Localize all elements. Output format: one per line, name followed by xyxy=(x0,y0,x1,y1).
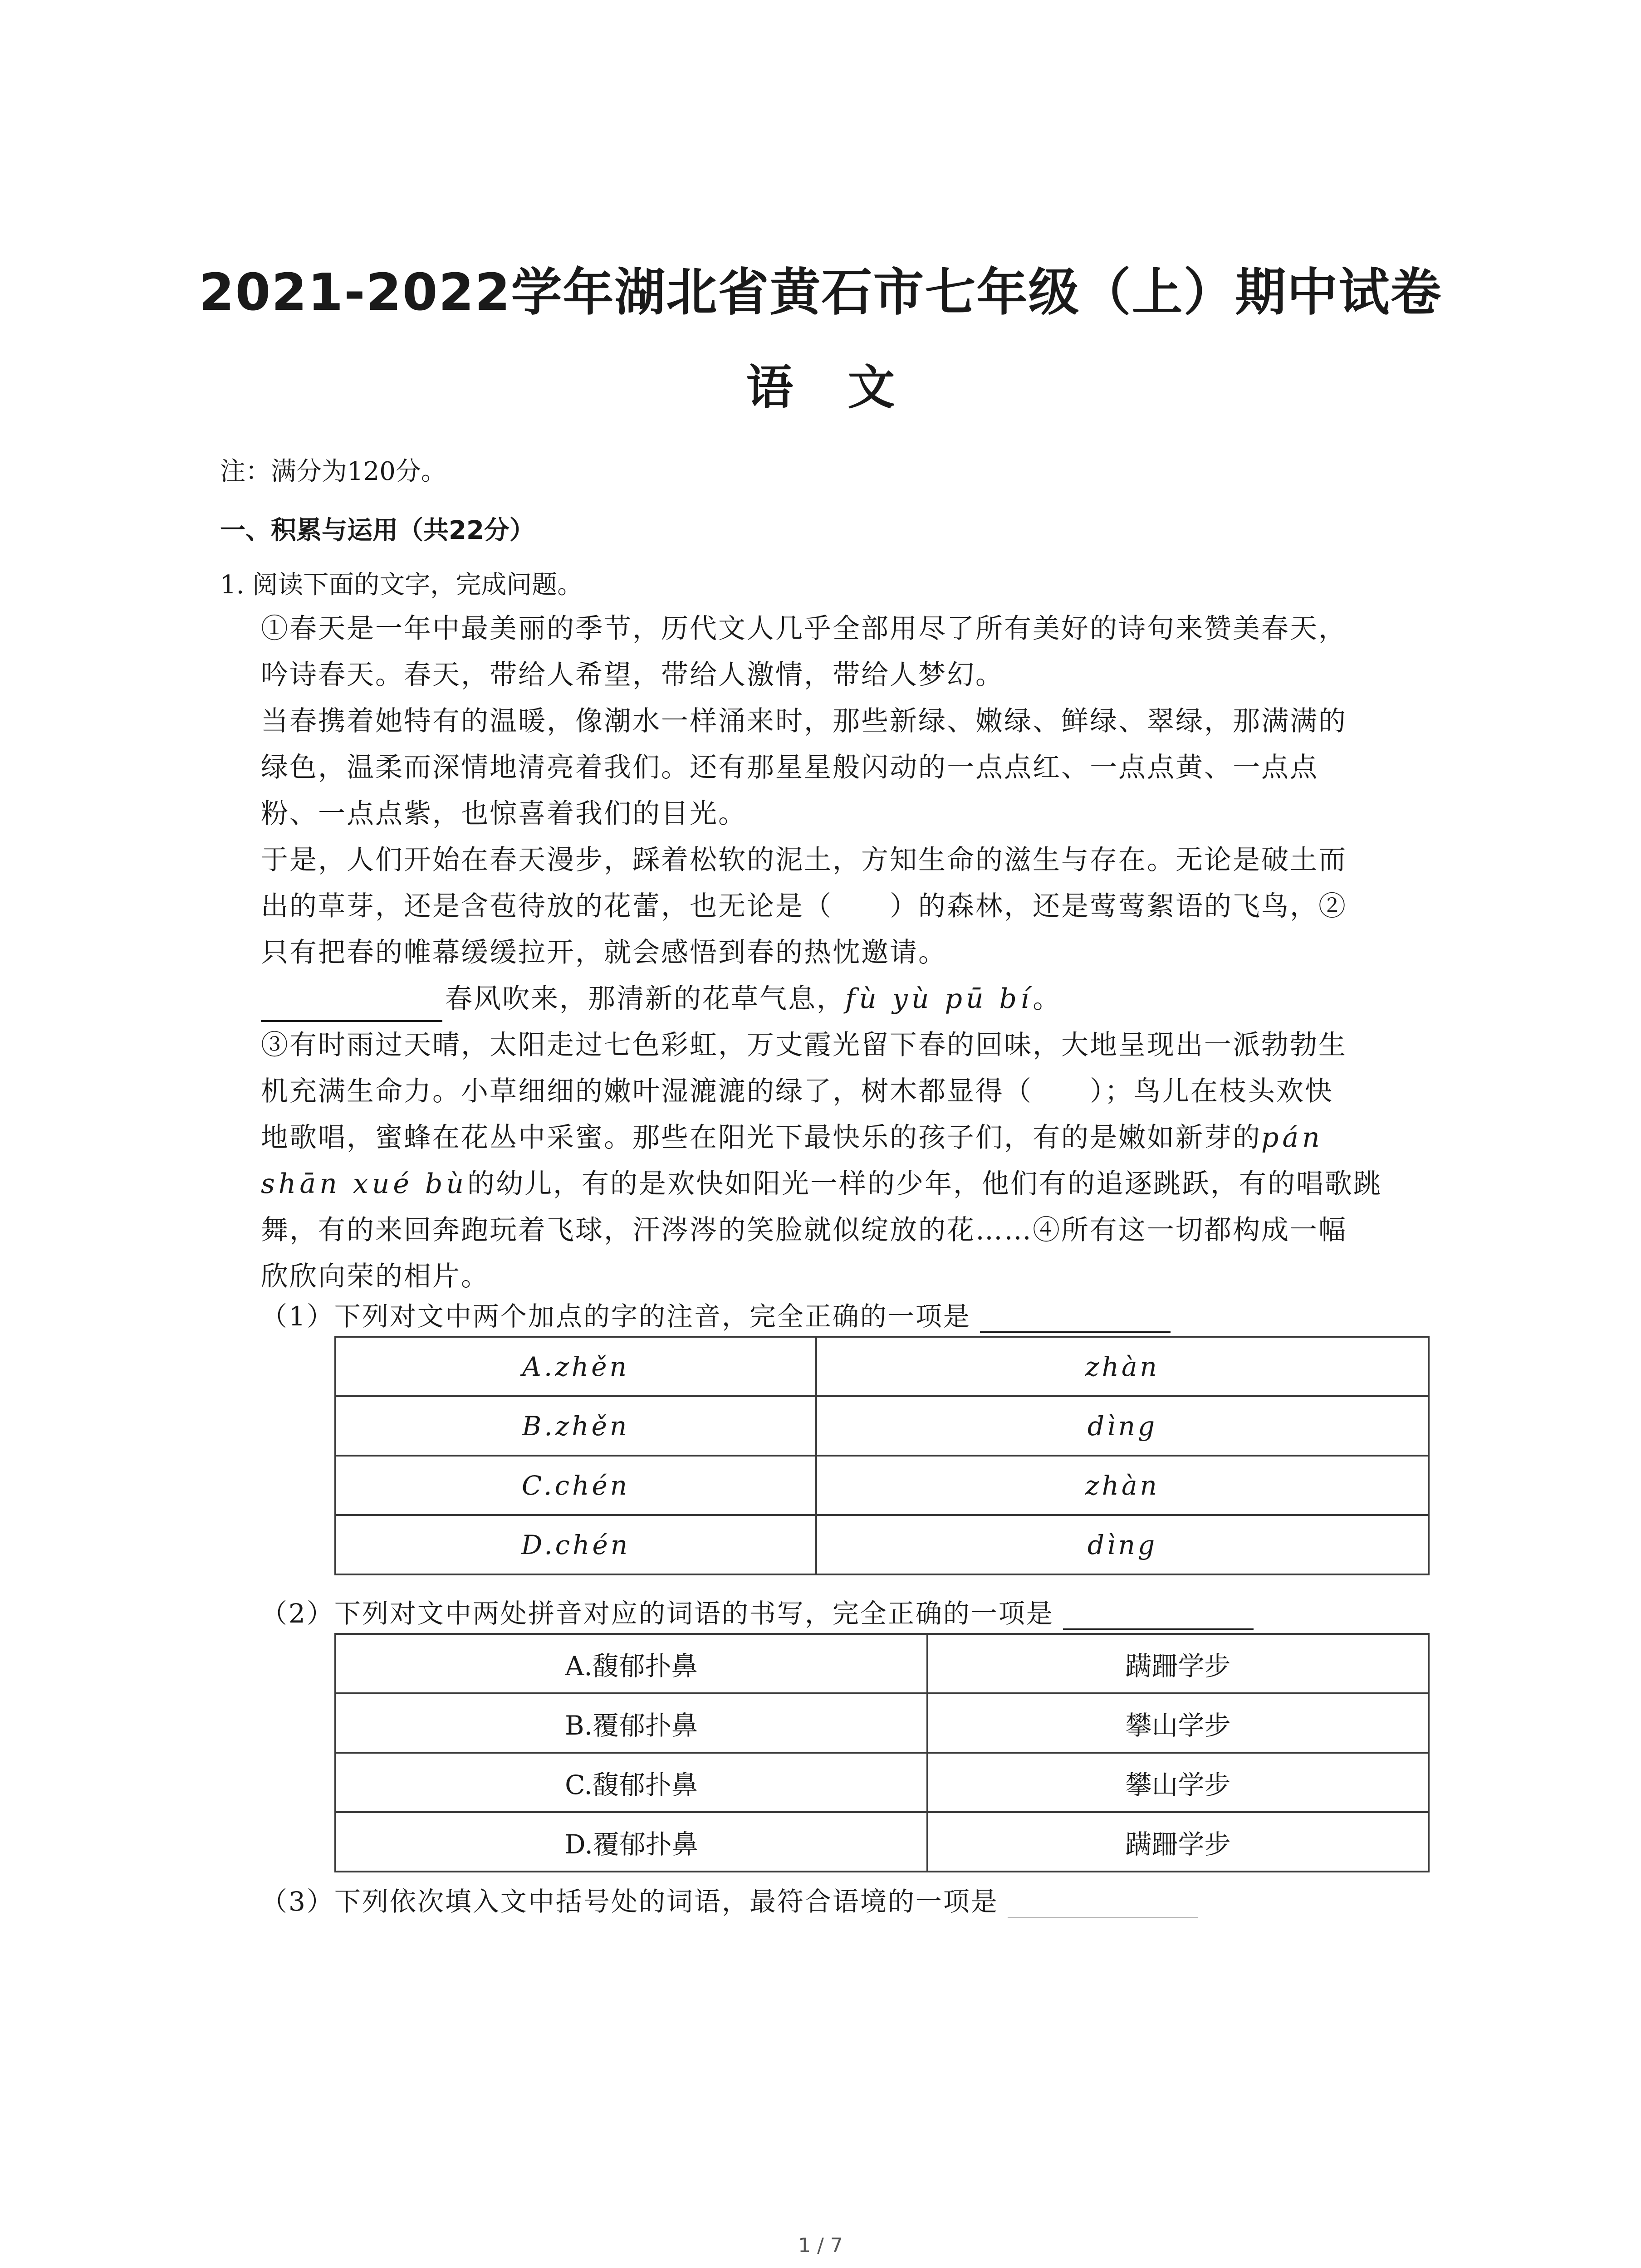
option-cell: zhàn xyxy=(816,1337,1429,1396)
option-row[interactable] xyxy=(335,1753,1429,1812)
sub-question-1: （1）下列对文中两个加点的字的注音，完全正确的一项是 xyxy=(261,1295,1171,1333)
question-1-prompt: 1. 阅读下面的文字，完成问题。 xyxy=(220,570,583,600)
section-heading: 一、积累与运用（共22分） xyxy=(220,516,535,545)
passage-line: 欣欣向荣的相片。 xyxy=(261,1261,490,1292)
option-row[interactable] xyxy=(335,1337,1429,1396)
answer-blank[interactable] xyxy=(980,1304,1171,1333)
option-row[interactable] xyxy=(335,1634,1429,1693)
passage-line: 地歌唱，蜜蜂在花丛中采蜜。那些在阳光下最快乐的孩子们，有的是嫩如新芽的pán xyxy=(261,1122,1323,1154)
option-row[interactable] xyxy=(335,1812,1429,1872)
option-cell: 蹒跚学步 xyxy=(927,1812,1429,1872)
option-row[interactable] xyxy=(335,1456,1429,1515)
option-cell: dìng xyxy=(816,1396,1429,1456)
passage-line: shān xué bù的幼儿，有的是欢快如阳光一样的少年，他们有的追逐跳跃，有的唱歌跳 xyxy=(261,1168,1382,1200)
option-row[interactable] xyxy=(335,1515,1429,1574)
option-cell: A.馥郁扑鼻 xyxy=(335,1634,927,1693)
passage-line: 当春携着她特有的温暖，像潮水一样涌来时，那些新绿、嫩绿、鲜绿、翠绿，那满满的 xyxy=(261,705,1347,737)
passage-line: 舞，有的来回奔跑玩着飞球，汗涔涔的笑脸就似绽放的花……④所有这一切都构成一幅 xyxy=(261,1214,1347,1246)
option-cell: C.chén xyxy=(335,1456,816,1515)
passage-line: 粉、一点点紫，也惊喜着我们的目光。 xyxy=(261,798,747,830)
option-cell: dìng xyxy=(816,1515,1429,1574)
passage-line: 绿色，温柔而深情地清亮着我们。还有那星星般闪动的一点点红、一点点黄、一点点 xyxy=(261,752,1318,783)
answer-blank[interactable] xyxy=(1008,1890,1198,1918)
passage-line: ③有时雨过天晴，太阳走过七色彩虹，万丈霞光留下春的回味，大地呈现出一派勃勃生 xyxy=(261,1029,1347,1061)
option-cell: D.chén xyxy=(335,1515,816,1574)
option-cell: 攀山学步 xyxy=(927,1693,1429,1753)
passage-line: 只有把春的帷幕缓缓拉开，就会感悟到春的热忱邀请。 xyxy=(261,937,947,968)
option-row[interactable] xyxy=(335,1396,1429,1456)
option-cell: C.馥郁扑鼻 xyxy=(335,1753,927,1812)
passage-line: 机充满生命力。小草细细的嫩叶湿漉漉的绿了，树木都显得（ ）；鸟儿在枝头欢快 xyxy=(261,1075,1333,1107)
passage-line: ①春天是一年中最美丽的季节，历代文人几乎全部用尽了所有美好的诗句来赞美春天， xyxy=(261,613,1347,645)
option-cell: 蹒跚学步 xyxy=(927,1634,1429,1693)
page-title: 2021-2022学年湖北省黄石市七年级（上）期中试卷 xyxy=(199,263,1442,322)
options-table-1 xyxy=(334,1336,1430,1575)
option-cell: 攀山学步 xyxy=(927,1753,1429,1812)
sub-question-3: （3）下列依次填入文中括号处的词语，最符合语境的一项是 xyxy=(261,1880,1198,1918)
option-cell: A.zhěn xyxy=(335,1337,816,1396)
passage-block-1 xyxy=(261,606,1422,1300)
passage-line: 于是，人们开始在春天漫步，踩着松软的泥土，方知生命的滋生与存在。无论是破土而 xyxy=(261,844,1347,876)
option-cell: D.覆郁扑鼻 xyxy=(335,1812,927,1872)
answer-blank[interactable] xyxy=(1063,1601,1254,1630)
pinyin-text: shān xué bù xyxy=(261,1168,468,1200)
subject-title: 语文 xyxy=(746,360,950,415)
passage-line: 出的草芽，还是含苞待放的花蕾，也无论是（ ）的森林，还是莺莺絮语的飞鸟，② xyxy=(261,890,1347,922)
option-cell: zhàn xyxy=(816,1456,1429,1515)
page-number: 1 / 7 xyxy=(798,2234,843,2257)
passage-line: 吟诗春天。春天，带给人希望，带给人激情，带给人梦幻。 xyxy=(261,659,1004,691)
options-table-2 xyxy=(334,1633,1430,1872)
option-cell: B.覆郁扑鼻 xyxy=(335,1693,927,1753)
pinyin-text: pán xyxy=(1261,1122,1323,1154)
sub-question-2: （2）下列对文中两处拼音对应的词语的书写，完全正确的一项是 xyxy=(261,1592,1254,1630)
pinyin-text: fù yù pū bí xyxy=(845,983,1033,1015)
score-note: 注：满分为120分。 xyxy=(220,457,446,486)
option-row[interactable] xyxy=(335,1693,1429,1753)
fill-blank[interactable] xyxy=(261,988,442,1022)
passage-line-with-blank: 春风吹来，那清新的花草气息，fù yù pū bí。 xyxy=(261,976,1422,1022)
option-cell: B.zhěn xyxy=(335,1396,816,1456)
